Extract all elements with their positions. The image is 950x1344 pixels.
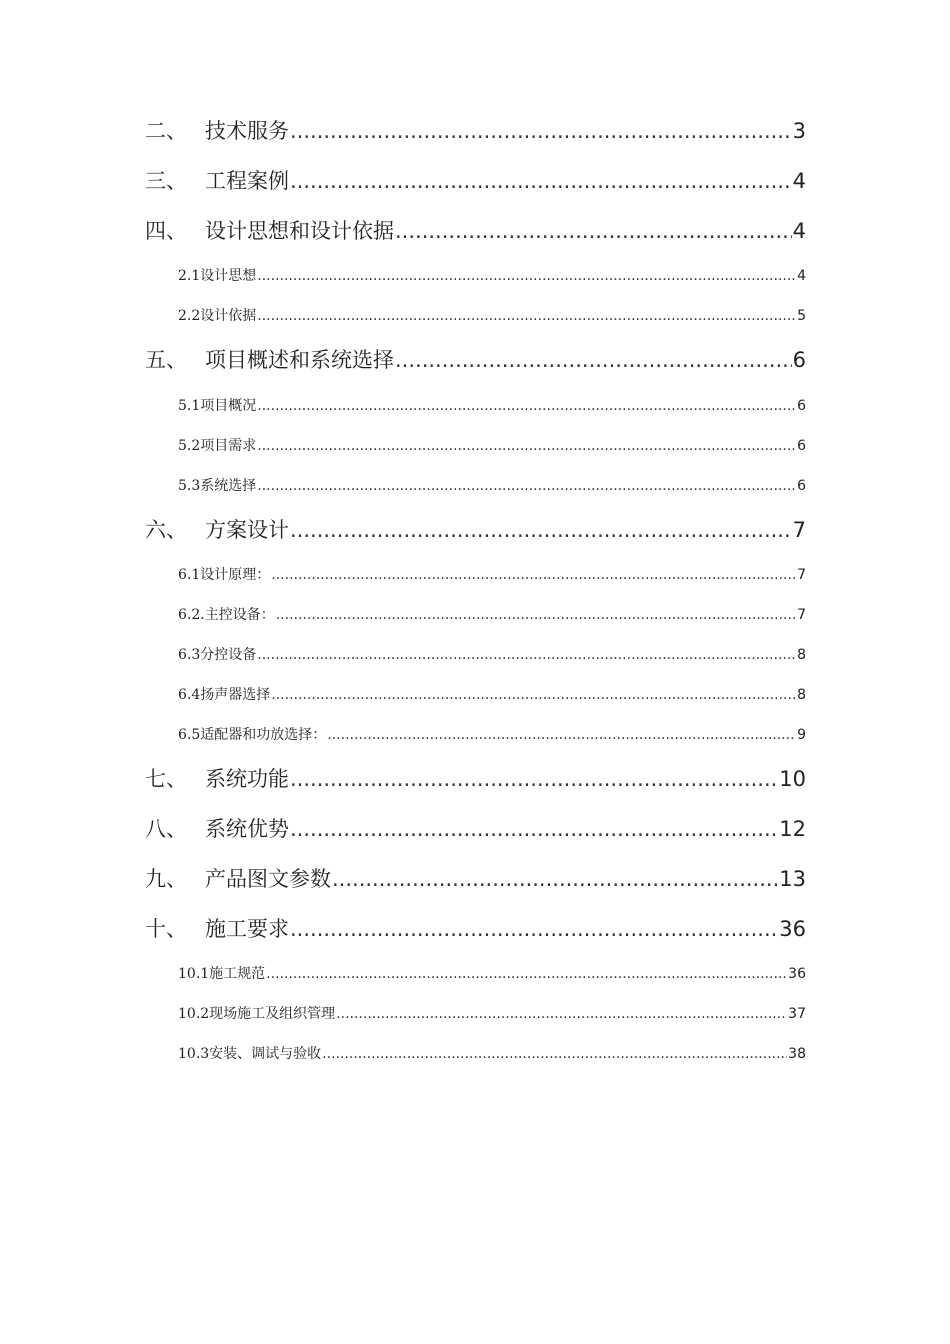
toc-entry-number: 6.1: [178, 567, 201, 583]
toc-dot-leader: [257, 305, 796, 327]
toc-entry-solution-design[interactable]: [145, 515, 806, 545]
toc-entry-page: 6: [797, 398, 806, 414]
toc-entry-page: 4: [792, 169, 806, 193]
toc-entry-number: 2.1: [178, 268, 201, 284]
toc-entry-product-specs[interactable]: [145, 864, 806, 894]
toc-entry-title: 设计依据: [200, 308, 257, 324]
toc-subentry-10-2[interactable]: [178, 1003, 806, 1025]
toc-subentry-5-1[interactable]: [178, 395, 806, 417]
toc-dot-leader: [290, 515, 792, 545]
toc-subentry-6-3[interactable]: [178, 644, 806, 666]
toc-entry-number: 10.2: [178, 1006, 210, 1022]
toc-entry-number: 八、: [145, 817, 187, 841]
toc-entry-page: 7: [797, 607, 806, 623]
toc-entry-page: 3: [792, 119, 806, 143]
toc-dot-leader: [271, 684, 796, 706]
toc-subentry-6-2[interactable]: [178, 604, 806, 626]
toc-entry-number: 10.3: [178, 1046, 210, 1062]
toc-subentry-10-3[interactable]: [178, 1043, 806, 1065]
toc-entry-title: 系统选择: [200, 478, 257, 494]
toc-entry-number: 三、: [145, 169, 187, 193]
toc-dot-leader: [290, 116, 792, 146]
toc-entry-project-cases[interactable]: [145, 166, 806, 196]
toc-entry-title: 设计原理：: [200, 567, 271, 583]
toc-subentry-10-1[interactable]: [178, 963, 806, 985]
toc-subentry-2-2[interactable]: [178, 305, 806, 327]
toc-entry-page: 6: [792, 348, 806, 372]
toc-entry-number: 十、: [145, 917, 187, 941]
toc-dot-leader: [276, 604, 796, 626]
toc-dot-leader: [290, 166, 792, 196]
toc-entry-title: 项目概述和系统选择: [205, 348, 394, 372]
toc-entry-construction-requirements[interactable]: [145, 914, 806, 944]
toc-entry-page: 7: [797, 567, 806, 583]
toc-dot-leader: [336, 1003, 787, 1025]
toc-entry-title: 项目需求: [200, 438, 257, 454]
toc-entry-number: 六、: [145, 518, 187, 542]
toc-subentry-5-3[interactable]: [178, 475, 806, 497]
toc-entry-project-overview[interactable]: [145, 345, 806, 375]
toc-entry-title: 系统功能: [205, 767, 289, 791]
toc-entry-page: 12: [779, 817, 806, 841]
toc-entry-page: 9: [797, 727, 806, 743]
toc-entry-page: 10: [779, 767, 806, 791]
toc-subentry-5-2[interactable]: [178, 435, 806, 457]
toc-subentry-6-1[interactable]: [178, 564, 806, 586]
toc-entry-title: 设计思想: [200, 268, 257, 284]
toc-entry-number: 6.4: [178, 687, 201, 703]
toc-subentry-6-4[interactable]: [178, 684, 806, 706]
toc-entry-title: 方案设计: [205, 518, 289, 542]
toc-dot-leader: [257, 265, 796, 287]
toc-entry-title: 适配器和功放选择：: [200, 727, 327, 743]
toc-dot-leader: [290, 914, 778, 944]
toc-entry-title: 项目概况: [200, 398, 257, 414]
toc-entry-system-functions[interactable]: [145, 764, 806, 794]
toc-dot-leader: [290, 814, 778, 844]
toc-entry-title: 施工规范: [209, 966, 266, 982]
toc-dot-leader: [257, 435, 796, 457]
toc-entry-number: 五、: [145, 348, 187, 372]
toc-dot-leader: [271, 564, 796, 586]
toc-dot-leader: [395, 345, 792, 375]
toc-entry-title: 系统优势: [205, 817, 289, 841]
toc-entry-page: 8: [797, 687, 806, 703]
toc-entry-title: 扬声器选择: [200, 687, 271, 703]
toc-entry-number: 5.2: [178, 438, 201, 454]
toc-entry-title: 主控设备：: [204, 607, 275, 623]
toc-dot-leader: [257, 644, 796, 666]
toc-entry-technical-service[interactable]: [145, 116, 806, 146]
toc-entry-title: 分控设备: [200, 647, 257, 663]
toc-entry-number: 5.3: [178, 478, 201, 494]
toc-entry-number: 10.1: [178, 966, 210, 982]
toc-entry-page: 6: [797, 478, 806, 494]
toc-dot-leader: [332, 864, 778, 894]
toc-entry-page: 6: [797, 438, 806, 454]
toc-entry-number: 四、: [145, 219, 187, 243]
toc-entry-page: 7: [792, 518, 806, 542]
toc-entry-page: 4: [797, 268, 806, 284]
toc-entry-title: 施工要求: [205, 917, 289, 941]
toc-dot-leader: [257, 395, 796, 417]
toc-entry-page: 36: [779, 917, 806, 941]
toc-dot-leader: [257, 475, 796, 497]
toc-entry-title: 技术服务: [205, 119, 289, 143]
toc-entry-title: 设计思想和设计依据: [205, 219, 394, 243]
toc-dot-leader: [266, 963, 787, 985]
toc-entry-title: 工程案例: [205, 169, 289, 193]
toc-entry-system-advantages[interactable]: [145, 814, 806, 844]
toc-entry-number: 6.2.: [178, 607, 205, 623]
toc-entry-page: 36: [788, 966, 806, 982]
toc-dot-leader: [322, 1043, 787, 1065]
toc-entry-number: 2.2: [178, 308, 201, 324]
toc-entry-number: 6.3: [178, 647, 201, 663]
toc-subentry-2-1[interactable]: [178, 265, 806, 287]
toc-entry-number: 七、: [145, 767, 187, 791]
toc-entry-number: 5.1: [178, 398, 201, 414]
toc-entry-title: 现场施工及组织管理: [209, 1006, 336, 1022]
toc-dot-leader: [395, 216, 792, 246]
toc-subentry-6-5[interactable]: [178, 724, 806, 746]
toc-entry-page: 5: [797, 308, 806, 324]
toc-entry-page: 8: [797, 647, 806, 663]
toc-entry-number: 二、: [145, 119, 187, 143]
toc-entry-page: 37: [788, 1006, 806, 1022]
toc-entry-page: 13: [779, 867, 806, 891]
toc-entry-page: 4: [792, 219, 806, 243]
toc-entry-title: 产品图文参数: [205, 867, 331, 891]
toc-entry-design-basis[interactable]: [145, 216, 806, 246]
toc-dot-leader: [290, 764, 778, 794]
toc-entry-page: 38: [788, 1046, 806, 1062]
toc-entry-title: 安装、调试与验收: [209, 1046, 322, 1062]
toc-dot-leader: [327, 724, 796, 746]
toc-entry-number: 6.5: [178, 727, 201, 743]
toc-entry-number: 九、: [145, 867, 187, 891]
